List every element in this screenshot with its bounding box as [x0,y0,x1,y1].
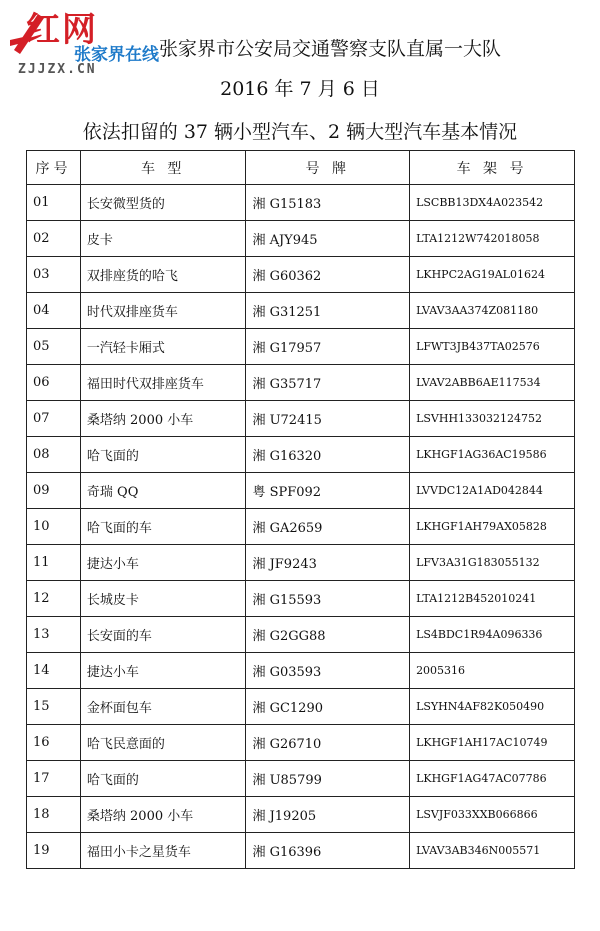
cell-index: 03 [27,257,81,293]
table-row [27,257,575,293]
watermark-site-name: 张家界在线 [74,45,159,65]
table-row [27,689,575,725]
cell-vin: LSCBB13DX4A023542 [410,185,575,221]
cell-index: 01 [27,185,81,221]
cell-vin: LVAV3AB346N005571 [410,833,575,869]
table-row [27,617,575,653]
cell-vin: LSVJF033XXB066866 [410,797,575,833]
org-title: 张家界市公安局交通警察支队直属一大队 [158,38,501,60]
table-row [27,725,575,761]
cell-vin: 2005316 [410,653,575,689]
table-row [27,797,575,833]
table-row [27,833,575,869]
cell-vin: LS4BDC1R94A096336 [410,617,575,653]
cell-plate: 湘 G2GG88 [246,617,410,653]
cell-vin: LVAV2ABB6AE117534 [410,365,575,401]
cell-plate: 湘 GC1290 [246,689,410,725]
vehicle-table [26,150,575,869]
cell-model: 桑塔纳 2000 小车 [80,401,246,437]
cell-model: 时代双排座货车 [80,293,246,329]
column-header-index: 序号 [27,151,81,185]
cell-plate: 湘 G17957 [246,329,410,365]
cell-plate: 湘 G15593 [246,581,410,617]
watermark-url: ZJJZX.CN [18,62,97,77]
table-row [27,221,575,257]
cell-index: 15 [27,689,81,725]
cell-model: 皮卡 [80,221,246,257]
cell-index: 17 [27,761,81,797]
cell-vin: LFV3A31G183055132 [410,545,575,581]
cell-index: 18 [27,797,81,833]
column-header-vin: 车 架 号 [410,151,575,185]
cell-model: 桑塔纳 2000 小车 [80,797,246,833]
table-row [27,293,575,329]
cell-plate: 粤 SPF092 [246,473,410,509]
cell-index: 19 [27,833,81,869]
cell-plate: 湘 G16320 [246,437,410,473]
cell-vin: LTA1212B452010241 [410,581,575,617]
cell-vin: LKHGF1AG47AC07786 [410,761,575,797]
table-row [27,185,575,221]
table-row [27,473,575,509]
cell-index: 16 [27,725,81,761]
cell-index: 07 [27,401,81,437]
cell-model: 金杯面包车 [80,689,246,725]
cell-model: 捷达小车 [80,653,246,689]
table-body [27,185,575,869]
cell-model: 哈飞面的 [80,437,246,473]
cell-plate: 湘 AJY945 [246,221,410,257]
cell-index: 11 [27,545,81,581]
cell-plate: 湘 JF9243 [246,545,410,581]
cell-vin: LVAV3AA374Z081180 [410,293,575,329]
cell-model: 福田小卡之星货车 [80,833,246,869]
table-row [27,581,575,617]
cell-index: 13 [27,617,81,653]
cell-vin: LKHGF1AG36AC19586 [410,437,575,473]
column-header-model: 车 型 [80,151,246,185]
cell-plate: 湘 U85799 [246,761,410,797]
table-row [27,509,575,545]
cell-plate: 湘 G26710 [246,725,410,761]
column-header-plate: 号 牌 [246,151,410,185]
cell-index: 05 [27,329,81,365]
cell-model: 长安面的车 [80,617,246,653]
document-date: 2016 年 7 月 6 日 [220,78,380,100]
cell-vin: LSVHH133032124752 [410,401,575,437]
document-subject: 依法扣留的 37 辆小型汽车、2 辆大型汽车基本情况 [82,121,518,143]
cell-vin: LTA1212W742018058 [410,221,575,257]
cell-vin: LFWT3JB437TA02576 [410,329,575,365]
cell-plate: 湘 G31251 [246,293,410,329]
cell-model: 哈飞民意面的 [80,725,246,761]
cell-model: 双排座货的哈飞 [80,257,246,293]
cell-vin: LKHPC2AG19AL01624 [410,257,575,293]
cell-plate: 湘 G35717 [246,365,410,401]
cell-model: 奇瑞 QQ [80,473,246,509]
cell-index: 02 [27,221,81,257]
cell-index: 12 [27,581,81,617]
cell-index: 04 [27,293,81,329]
cell-model: 长安微型货的 [80,185,246,221]
cell-index: 09 [27,473,81,509]
cell-vin: LSYHN4AF82K050490 [410,689,575,725]
cell-model: 哈飞面的 [80,761,246,797]
cell-plate: 湘 G15183 [246,185,410,221]
cell-index: 10 [27,509,81,545]
cell-vin: LKHGF1AH17AC10749 [410,725,575,761]
cell-model: 福田时代双排座货车 [80,365,246,401]
cell-plate: 湘 J19205 [246,797,410,833]
cell-model: 捷达小车 [80,545,246,581]
table-row [27,401,575,437]
cell-plate: 湘 U72415 [246,401,410,437]
table-row [27,437,575,473]
cell-index: 14 [27,653,81,689]
table-row [27,365,575,401]
cell-model: 长城皮卡 [80,581,246,617]
cell-plate: 湘 GA2659 [246,509,410,545]
watermark-logo-text: 红网 [26,10,98,50]
cell-vin: LKHGF1AH79AX05828 [410,509,575,545]
table-row [27,761,575,797]
table-row [27,653,575,689]
cell-index: 06 [27,365,81,401]
table-header-row [27,151,575,185]
cell-plate: 湘 G16396 [246,833,410,869]
cell-model: 一汽轻卡厢式 [80,329,246,365]
cell-plate: 湘 G03593 [246,653,410,689]
table-row [27,545,575,581]
table-row [27,329,575,365]
cell-plate: 湘 G60362 [246,257,410,293]
cell-vin: LVVDC12A1AD042844 [410,473,575,509]
cell-index: 08 [27,437,81,473]
cell-model: 哈飞面的车 [80,509,246,545]
